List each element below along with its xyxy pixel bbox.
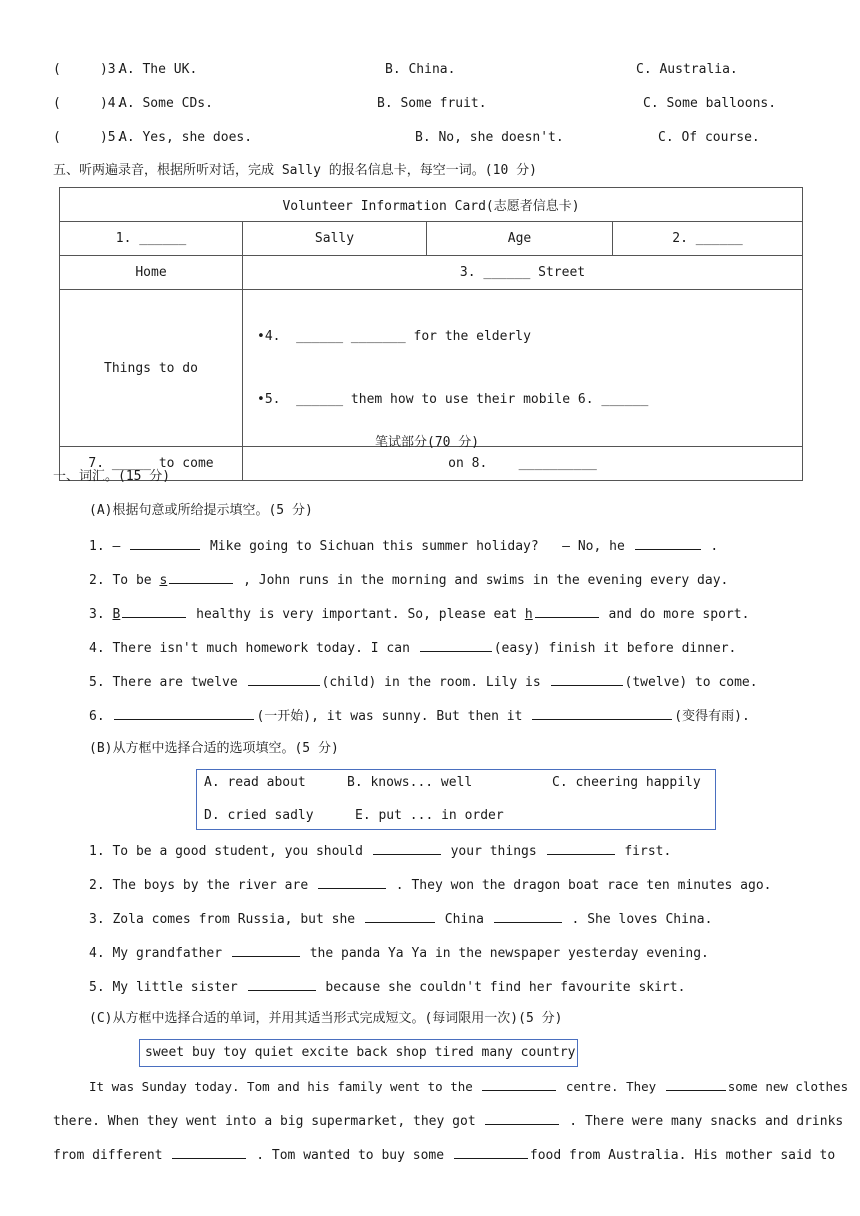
option-e: E. put ... in order [355, 808, 504, 823]
answer-blank[interactable] [535, 604, 599, 618]
q4-option-b: B. Some fruit. [377, 96, 487, 111]
q4-option-c: C. Some balloons. [643, 96, 777, 111]
answer-blank[interactable] [373, 841, 441, 855]
q3-paren: ( )3. [53, 62, 124, 77]
text: . There were many snacks and drinks [561, 1114, 844, 1129]
card-home-label: Home [60, 256, 243, 290]
card-time-value: on 8. __________ [243, 447, 803, 481]
word-bank: sweet buy toy quiet excite back shop tired many country [145, 1045, 576, 1060]
text: some new clothes [727, 1079, 849, 1094]
part-a-title: (A)根据句意或所给提示填空。(5 分) [89, 503, 313, 518]
part-c-word-box [139, 1039, 578, 1067]
card-things-item-1: •4. ______ _______ for the elderly [257, 329, 531, 344]
q4-option-a: A. Some CDs. [119, 96, 213, 111]
answer-blank[interactable] [248, 977, 316, 991]
text: because she couldn't find her favourite skirt. [317, 980, 686, 995]
part-a-q2 [89, 570, 728, 590]
part-c-passage-line-3 [53, 1145, 835, 1165]
answer-blank[interactable] [532, 706, 672, 720]
text: It was Sunday today. Tom and his family went to the [89, 1079, 481, 1094]
text: there. When they went into a big supermarket, they got [53, 1114, 484, 1129]
written-part-title: 笔试部分(70 分) [375, 435, 480, 450]
text: 3. Zola comes from Russia, but she [89, 912, 363, 927]
part-b-q5 [89, 977, 685, 997]
option-b: B. knows... well [347, 775, 473, 790]
option-a: A. read about [204, 775, 306, 790]
text: . [702, 539, 719, 554]
option-c: C. cheering happily [552, 775, 701, 790]
text: . Tom wanted to buy some [248, 1148, 452, 1163]
text: , John runs in the morning and swims in the evening every day. [235, 573, 729, 588]
part-c-passage-line-1 [89, 1077, 848, 1096]
vocab-section-title: 一、词汇。(15 分) [53, 469, 171, 484]
text: 3. [89, 607, 113, 622]
text: 6. [89, 709, 113, 724]
hint-letter: s [159, 573, 168, 588]
text: 2. To be [89, 573, 160, 588]
answer-blank[interactable] [635, 536, 701, 550]
q5-paren: ( )5. [53, 130, 124, 145]
answer-blank[interactable] [122, 604, 186, 618]
option-d: D. cried sadly [204, 808, 314, 823]
part-a-q4 [89, 638, 736, 658]
text: centre. They [558, 1079, 664, 1094]
part-c-passage-line-2 [53, 1111, 843, 1131]
text: healthy is very important. So, please eat [188, 607, 525, 622]
q3-option-b: B. China. [385, 62, 456, 77]
q5-option-a: A. Yes, she does. [119, 130, 253, 145]
part-a-q6 [89, 706, 750, 726]
part-b-q3 [89, 909, 712, 929]
q4-paren: ( )4. [53, 96, 124, 111]
text: 2. The boys by the river are [89, 878, 316, 893]
card-things-item-2: •5. ______ them how to use their mobile 6. ______ [257, 392, 649, 407]
answer-blank[interactable] [494, 909, 562, 923]
text: 5. My little sister [89, 980, 246, 995]
part-a-q1 [89, 536, 718, 556]
answer-blank[interactable] [454, 1145, 528, 1159]
text: (twelve) to come. [624, 675, 758, 690]
q3-option-a: A. The UK. [119, 62, 198, 77]
card-title: Volunteer Information Card(志愿者信息卡) [60, 188, 803, 222]
answer-blank[interactable] [318, 875, 386, 889]
section5-title: 五、听两遍录音，根据所听对话，完成 Sally 的报名信息卡，每空一词。(10 分) [53, 163, 537, 178]
answer-blank[interactable] [485, 1111, 559, 1125]
text: your things [442, 844, 545, 859]
hint-letter: B [112, 607, 121, 622]
part-a-q5 [89, 672, 758, 692]
text: 5. There are twelve [89, 675, 246, 690]
text: from different [53, 1148, 171, 1163]
answer-blank[interactable] [169, 570, 233, 584]
part-b-options-box [196, 769, 716, 830]
text: . She loves China. [563, 912, 713, 927]
card-time-label: 7. _____ to come [60, 447, 243, 481]
text: (变得有雨). [674, 709, 750, 724]
text: (一开始), it was sunny. But then it [256, 709, 531, 724]
text: 4. There isn't much homework today. I can [89, 641, 418, 656]
card-cell-age-label: Age [427, 222, 613, 256]
text: . They won the dragon boat race ten minutes ago. [387, 878, 772, 893]
part-b-q4 [89, 943, 709, 963]
text: (child) in the room. Lily is [321, 675, 549, 690]
part-a-q3 [89, 604, 749, 624]
card-home-value: 3. ______ Street [243, 256, 803, 290]
answer-blank[interactable] [420, 638, 492, 652]
answer-blank[interactable] [130, 536, 200, 550]
part-b-title: (B)从方框中选择合适的选项填空。(5 分) [89, 741, 339, 756]
part-c-title: (C)从方框中选择合适的单词，并用其适当形式完成短文。(每词限用一次)(5 分) [89, 1011, 563, 1026]
card-things-list [243, 290, 803, 447]
card-cell-age: 2. ______ [613, 222, 803, 256]
text: food from Australia. His mother said to [529, 1148, 836, 1163]
card-cell-name-label: 1. ______ [60, 222, 243, 256]
answer-blank[interactable] [482, 1077, 556, 1091]
q3-option-c: C. Australia. [636, 62, 738, 77]
part-b-q1 [89, 841, 671, 861]
card-things-label: Things to do [60, 290, 243, 447]
text: China [436, 912, 492, 927]
answer-blank[interactable] [114, 706, 254, 720]
answer-blank[interactable] [365, 909, 435, 923]
text: 4. My grandfather [89, 946, 230, 961]
text: Mike going to Sichuan this summer holiday? — No, he [202, 539, 633, 554]
answer-blank[interactable] [547, 841, 615, 855]
text: first. [616, 844, 672, 859]
part-b-q2 [89, 875, 772, 895]
card-cell-name: Sally [243, 222, 427, 256]
text: (easy) finish it before dinner. [493, 641, 737, 656]
text: and do more sport. [600, 607, 750, 622]
text: 1. — [89, 539, 129, 554]
answer-blank[interactable] [248, 672, 320, 686]
hint-letter: h [524, 607, 533, 622]
q5-option-b: B. No, she doesn't. [415, 130, 564, 145]
answer-blank[interactable] [551, 672, 623, 686]
text: the panda Ya Ya in the newspaper yesterday evening. [301, 946, 709, 961]
q5-option-c: C. Of course. [658, 130, 760, 145]
answer-blank[interactable] [666, 1077, 726, 1091]
answer-blank[interactable] [232, 943, 300, 957]
answer-blank[interactable] [172, 1145, 246, 1159]
text: 1. To be a good student, you should [89, 844, 371, 859]
